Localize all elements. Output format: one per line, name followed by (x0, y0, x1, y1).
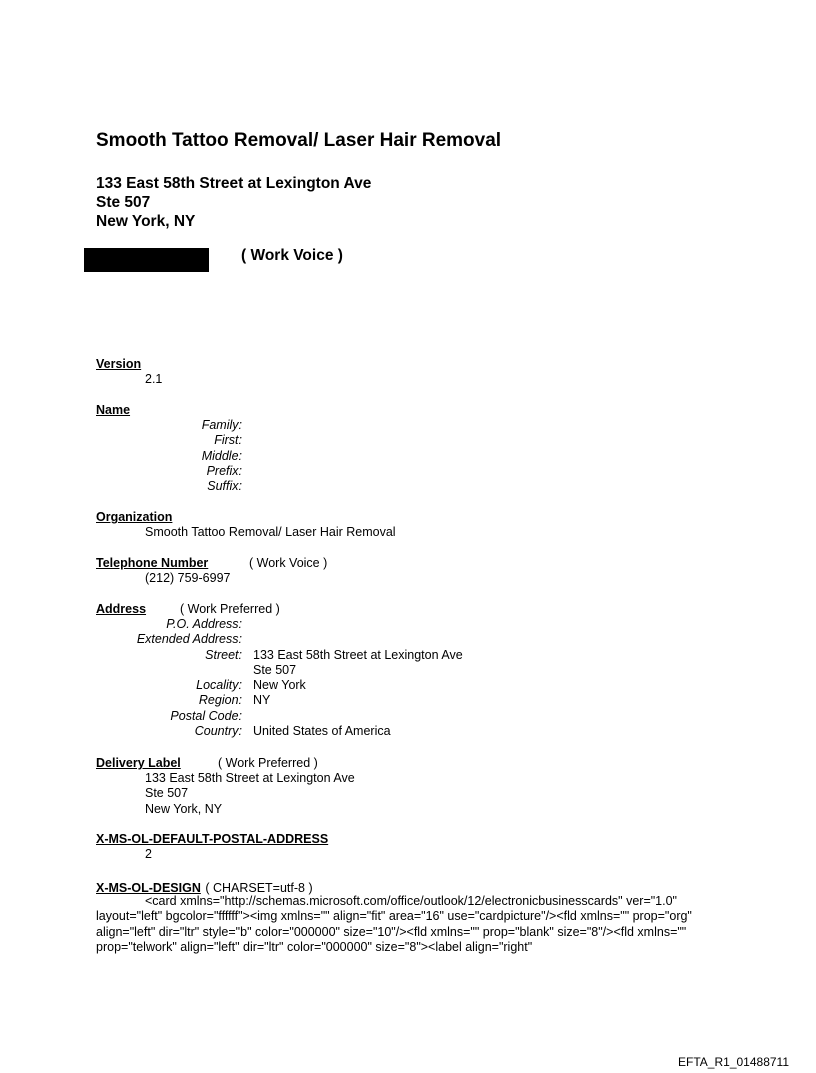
extended-address-label: Extended Address: (136, 632, 242, 647)
po-address-value (253, 617, 463, 632)
design-body: <card xmlns="http://schemas.microsoft.com/office/outlook/12/electronicbusinesscards" ver="1.0" layout="left" bgcolor="ffffff"><img xmlns="" align="fit" area="16" use="cardpicture"/><fld xmlns="" prop="org" align="left" dir="ltr" style="b" color="000000" size="10"/><fld xmlns="" prop="blank" size="8"/><fld xmlns="" prop="telwork" align="left" dir="ltr" color="000000" size="8"><label align="right" (96, 894, 692, 954)
po-address-label: P.O. Address: (166, 617, 242, 631)
default-postal-value: 2 (145, 847, 152, 861)
design-heading: X-MS-OL-DESIGN (96, 881, 201, 895)
telephone-value: (212) 759-6997 (145, 571, 231, 585)
name-fields (96, 418, 242, 494)
region-value: NY (253, 693, 271, 708)
postal-code-label: Postal Code: (170, 708, 242, 723)
street-value: 133 East 58th Street at Lexington Ave (253, 647, 463, 662)
address-type: ( Work Preferred ) (180, 602, 280, 616)
version-value: 2.1 (145, 372, 163, 386)
name-suffix-label: Suffix: (207, 479, 242, 494)
document-id: EFTA_R1_01488711 (678, 1055, 789, 1069)
delivery-label-lines (145, 771, 355, 817)
name-family-label: Family: (201, 418, 242, 432)
delivery-label-heading: Delivery Label (96, 756, 181, 770)
region-label: Region: (198, 693, 242, 708)
name-middle-label: Middle: (201, 448, 242, 463)
name-prefix-label: Prefix: (206, 463, 242, 478)
country-label: Country: (194, 724, 242, 739)
locality-value: New York (253, 678, 306, 693)
design-charset: ( CHARSET=utf-8 ) (205, 881, 313, 895)
page-title: Smooth Tattoo Removal/ Laser Hair Removal (96, 130, 502, 151)
postal-code-value (253, 709, 463, 724)
redaction-box (84, 248, 209, 272)
version-heading: Version (96, 357, 142, 371)
organization-value: Smooth Tattoo Removal/ Laser Hair Removal (145, 525, 396, 539)
address-values (253, 617, 463, 739)
telephone-heading: Telephone Number (96, 556, 209, 570)
delivery-label-line: 133 East 58th Street at Lexington Ave (145, 771, 355, 785)
name-first-label: First: (214, 433, 242, 448)
delivery-label-line: Ste 507 (145, 786, 189, 801)
address-heading: Address (96, 602, 147, 616)
default-postal-heading: X-MS-OL-DEFAULT-POSTAL-ADDRESS (96, 832, 329, 846)
extended-address-value (253, 632, 463, 647)
street-continuation-label (96, 663, 242, 678)
name-heading: Name (96, 403, 131, 417)
header-phone-type: ( Work Voice ) (241, 247, 343, 264)
organization-heading: Organization (96, 510, 173, 524)
delivery-label-line: New York, NY (145, 801, 223, 816)
header-address (96, 174, 371, 231)
header-address-line: Ste 507 (96, 194, 151, 211)
delivery-label-type: ( Work Preferred ) (218, 756, 318, 770)
locality-label: Locality: (196, 678, 242, 693)
street-value-line2: Ste 507 (253, 662, 297, 677)
header-address-line: 133 East 58th Street at Lexington Ave (96, 175, 372, 192)
country-value: United States of America (253, 724, 391, 739)
street-label: Street: (205, 647, 242, 662)
address-labels (96, 617, 242, 739)
telephone-type: ( Work Voice ) (249, 556, 328, 570)
header-address-line: New York, NY (96, 213, 196, 230)
